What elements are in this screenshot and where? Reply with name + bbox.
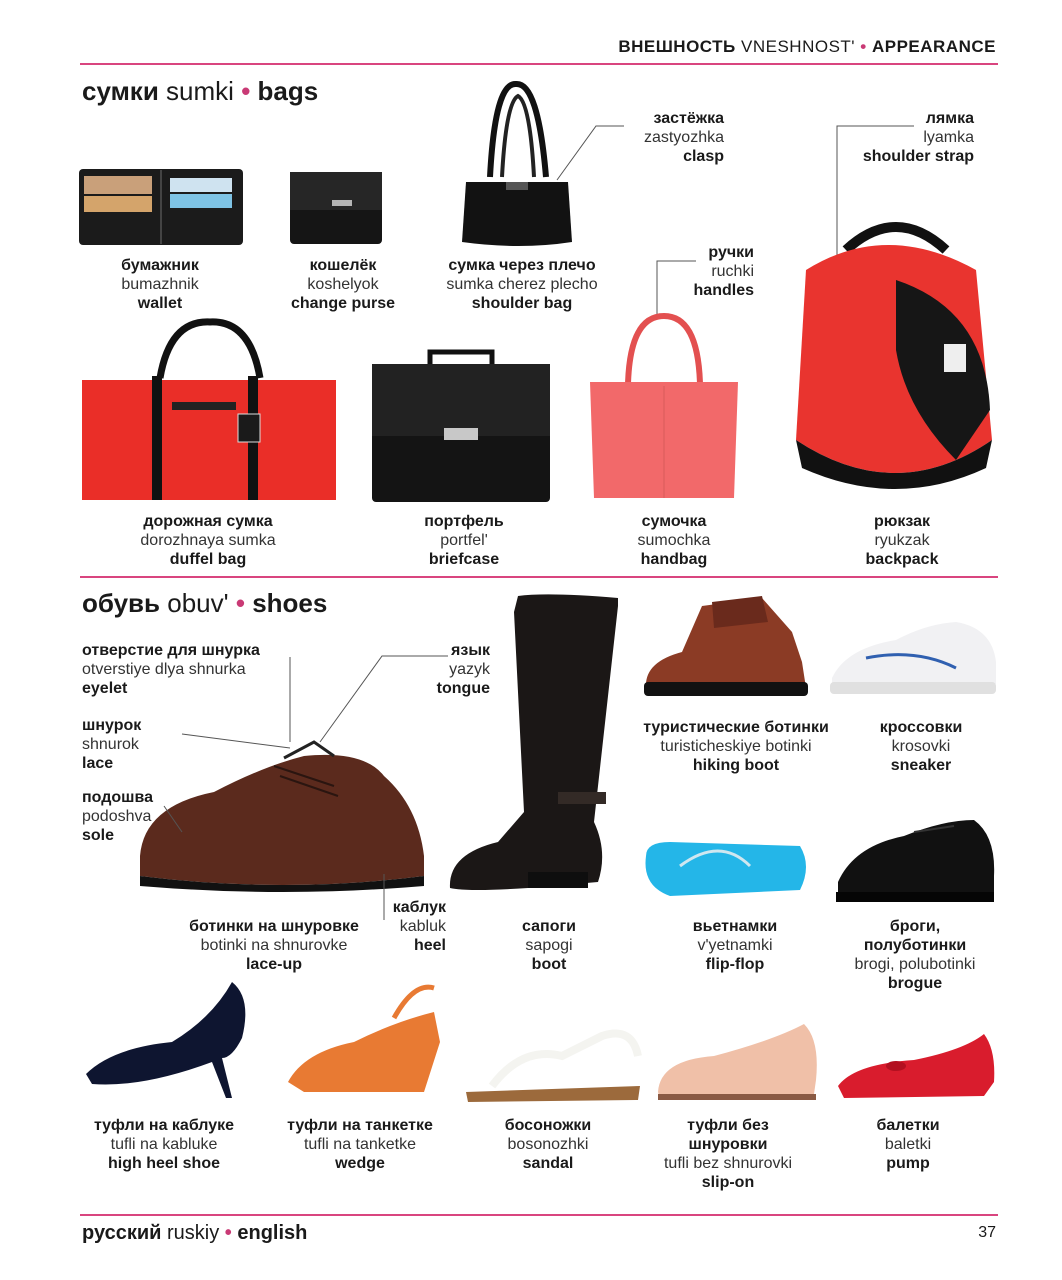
shoes-title-en: shoes: [252, 588, 328, 618]
footer-language: русский ruskiy • english: [82, 1222, 308, 1244]
pump-image: [834, 1030, 996, 1102]
label-lace-up: ботинки на шнуровке botinki na shnurovke lace-up: [189, 918, 359, 973]
duffel-bag-image: [80, 318, 338, 504]
label-sandal: босоножки bosonozhki sandal: [504, 1117, 592, 1172]
label-change-purse: кошелёк koshelyok change purse: [290, 257, 396, 312]
section-rule: [80, 576, 998, 578]
boot-image: [448, 592, 618, 898]
sandal-image: [462, 1016, 644, 1104]
label-boot: сапоги sapogi boot: [522, 918, 576, 973]
shoes-title-translit: obuv': [167, 588, 229, 618]
bags-title-en: bags: [257, 76, 319, 106]
brogue-image: [834, 816, 996, 906]
page-number: 37: [978, 1224, 996, 1241]
label-eyelet: отверстие для шнурка otverstiye dlya shnurka eyelet: [82, 642, 260, 697]
label-high-heel-shoe: туфли на каблуке tufli na kabluke high heel shoe: [93, 1117, 235, 1172]
hiking-boot-image: [642, 592, 810, 700]
running-header: ВНЕШНОСТЬ VNESHNOST' • APPEARANCE: [618, 37, 996, 56]
label-handles: ручки ruchki handles: [693, 244, 754, 299]
label-slip-on: туфли без шнуровки tufli bez shnurovki slip-on: [663, 1117, 793, 1191]
label-heel: каблук kabluk heel: [392, 899, 446, 954]
footer-rule: [80, 1214, 998, 1216]
label-flip-flop: вьетнамки v'yetnamki flip-flop: [692, 918, 778, 973]
high-heel-shoe-image: [82, 978, 250, 1100]
label-hiking-boot: туристические ботинки turisticheskiye botinki hiking boot: [643, 719, 829, 774]
bags-title-ru: сумки: [82, 76, 159, 106]
label-pump: балетки baletki pump: [876, 1117, 940, 1172]
bags-title-translit: sumki: [166, 76, 234, 106]
label-lace: шнурок shnurok lace: [82, 717, 142, 772]
label-sole: подошва podoshva sole: [82, 789, 154, 844]
briefcase-image: [370, 346, 552, 504]
handbag-image: [584, 312, 744, 504]
label-wallet: бумажник bumazhnik wallet: [121, 257, 199, 312]
bags-title: сумки sumki • bags: [82, 76, 319, 106]
footer-ru: русский: [82, 1222, 162, 1244]
label-backpack: рюкзак ryukzak backpack: [865, 513, 939, 568]
backpack-image: [786, 210, 998, 506]
footer-translit: ruskiy: [167, 1222, 220, 1244]
label-tongue: язык yazyk tongue: [436, 642, 490, 697]
label-briefcase: портфель portfel' briefcase: [424, 513, 504, 568]
change-purse-image: [288, 168, 384, 246]
label-brogue: броги, полуботинки brogi, polubotinki brogue: [854, 918, 976, 992]
shoes-title: обувь obuv' • shoes: [82, 588, 328, 618]
label-sneaker: кроссовки krosovki sneaker: [879, 719, 963, 774]
label-shoulder-bag: сумка через плечо sumka cherez plecho shoulder bag: [446, 257, 598, 312]
label-clasp: застёжка zastyozhka clasp: [643, 110, 724, 165]
shoes-title-ru: обувь: [82, 588, 161, 618]
flip-flop-image: [640, 836, 812, 902]
header-english: APPEARANCE: [871, 37, 996, 56]
wallet-image: [78, 166, 244, 248]
slip-on-image: [654, 1020, 820, 1102]
footer-en: english: [237, 1222, 308, 1244]
sneaker-image: [826, 618, 998, 698]
handles-leader: [656, 260, 698, 318]
header-translit: VNESHNOST': [741, 37, 856, 56]
label-wedge: туфли на танкетке tufli na tanketke wedge: [287, 1117, 433, 1172]
header-rule: [80, 63, 998, 65]
clasp-leader: [556, 125, 626, 185]
label-shoulder-strap: лямка lyamka shoulder strap: [862, 110, 974, 165]
label-handbag: сумочка sumochka handbag: [637, 513, 711, 568]
shoe-part-leaders: [150, 656, 450, 926]
wedge-image: [284, 982, 444, 1100]
label-duffel-bag: дорожная сумка dorozhnaya sumka duffel bag: [140, 513, 276, 568]
header-russian: ВНЕШНОСТЬ: [618, 37, 736, 56]
